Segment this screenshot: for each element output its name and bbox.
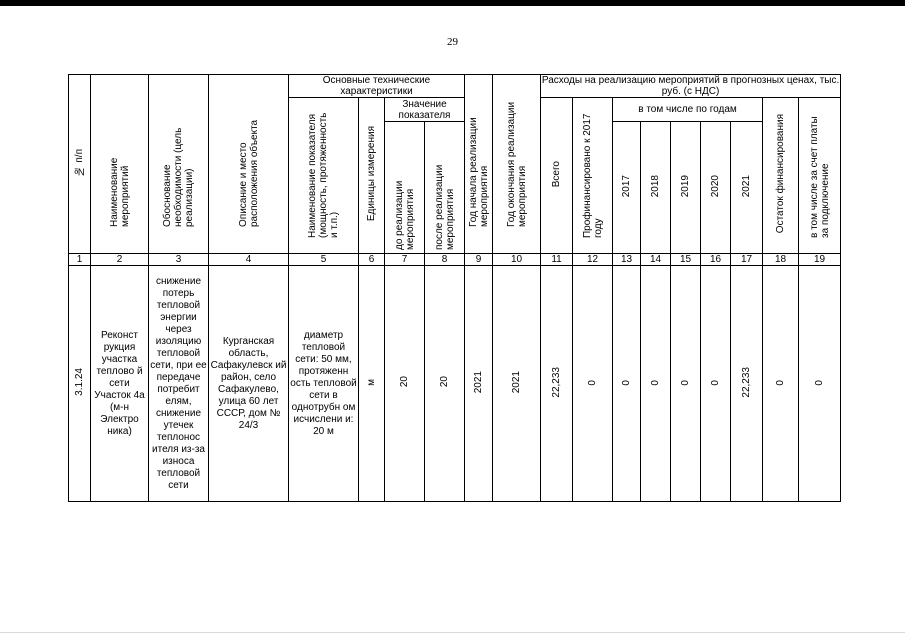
unit-cell: м (359, 266, 385, 502)
header-col-5: Наименование показателя (мощность, протяженность и т.п.) (289, 98, 359, 254)
total-cell: 22,233 (541, 266, 573, 502)
page-number: 29 (447, 36, 458, 48)
measure-name-cell: Реконст рукция участка теплово й сети Участок 4а (м-н Электро ника) (91, 266, 149, 502)
column-number: 6 (359, 254, 385, 266)
remainder-cell: 0 (763, 266, 799, 502)
column-number: 7 (385, 254, 425, 266)
header-col-3: Обоснование необходимости (цель реализации) (149, 75, 209, 254)
column-number: 12 (573, 254, 613, 266)
column-number: 9 (465, 254, 493, 266)
header-col-4: Описание и место расположения объекта (209, 75, 289, 254)
year-2021-cell: 22,233 (731, 266, 763, 502)
header-col-10: Год окончания реализации мероприятия (493, 75, 541, 254)
row-number-cell: 3.1.24 (69, 266, 91, 502)
connection-fee-cell: 0 (799, 266, 841, 502)
justification-cell: снижение потерь тепловой энергии через изоляцию тепловой сети, при ее передаче потребит елям, снижение утечек теплонос ителя из-за износа тепловой сети (149, 266, 209, 502)
year-2018-cell: 0 (641, 266, 671, 502)
header-col-13: 2017 (613, 122, 641, 254)
column-number: 14 (641, 254, 671, 266)
header-col-7: до реализации мероприятия (385, 122, 425, 254)
column-number: 3 (149, 254, 209, 266)
value-after-cell: 20 (425, 266, 465, 502)
header-col-17: 2021 (731, 122, 763, 254)
column-number: 13 (613, 254, 641, 266)
header-col-1: № п/п (69, 75, 91, 254)
header-col-16: 2020 (701, 122, 731, 254)
header-tech-group: Основные технические характеристики (289, 75, 465, 98)
table-row (69, 266, 841, 502)
column-number: 11 (541, 254, 573, 266)
header-costs-group: Расходы на реализацию мероприятий в прогнозных ценах, тыс. руб. (с НДС) (541, 75, 840, 97)
column-number: 8 (425, 254, 465, 266)
year-2017-cell: 0 (613, 266, 641, 502)
header-col-6: Единицы измерения (359, 98, 385, 254)
header-col-2: Наименование мероприятий (91, 75, 149, 254)
header-years-group: в том числе по годам (613, 98, 763, 122)
column-number: 10 (493, 254, 541, 266)
investment-table (68, 74, 841, 502)
header-value-group: Значение показателя (385, 98, 465, 122)
header-col-8: после реализации мероприятия (425, 122, 465, 254)
year-2019-cell: 0 (671, 266, 701, 502)
investment-table-wrap (68, 74, 840, 502)
column-number: 15 (671, 254, 701, 266)
header-col-18: Остаток финансирования (763, 98, 799, 254)
column-number: 1 (69, 254, 91, 266)
location-cell: Курганская область, Сафакулевск ий район, село Сафакулево, улица 60 лет СССР, дом № 24/3 (209, 266, 289, 502)
top-border (0, 0, 905, 6)
bottom-rule (0, 632, 905, 633)
column-number: 16 (701, 254, 731, 266)
header-col-12: Профинансировано к 2017 году (573, 98, 613, 254)
column-number: 18 (763, 254, 799, 266)
year-start-cell: 2021 (465, 266, 493, 502)
column-number-row (69, 254, 841, 266)
value-before-cell: 20 (385, 266, 425, 502)
indicator-cell: диаметр тепловой сети: 50 мм, протяженн ость тепловой сети в однотрубн ом исчислени и: 20 м (289, 266, 359, 502)
column-number: 17 (731, 254, 763, 266)
column-number: 4 (209, 254, 289, 266)
header-col-14: 2018 (641, 122, 671, 254)
header-col-15: 2019 (671, 122, 701, 254)
year-end-cell: 2021 (493, 266, 541, 502)
header-col-19: в том числе за счет платы за подключение (799, 98, 841, 254)
column-number: 5 (289, 254, 359, 266)
column-number: 19 (799, 254, 841, 266)
header-col-9: Год начала реализации мероприятия (465, 75, 493, 254)
column-number: 2 (91, 254, 149, 266)
header-col-11: Всего (541, 98, 573, 254)
year-2020-cell: 0 (701, 266, 731, 502)
financed-cell: 0 (573, 266, 613, 502)
